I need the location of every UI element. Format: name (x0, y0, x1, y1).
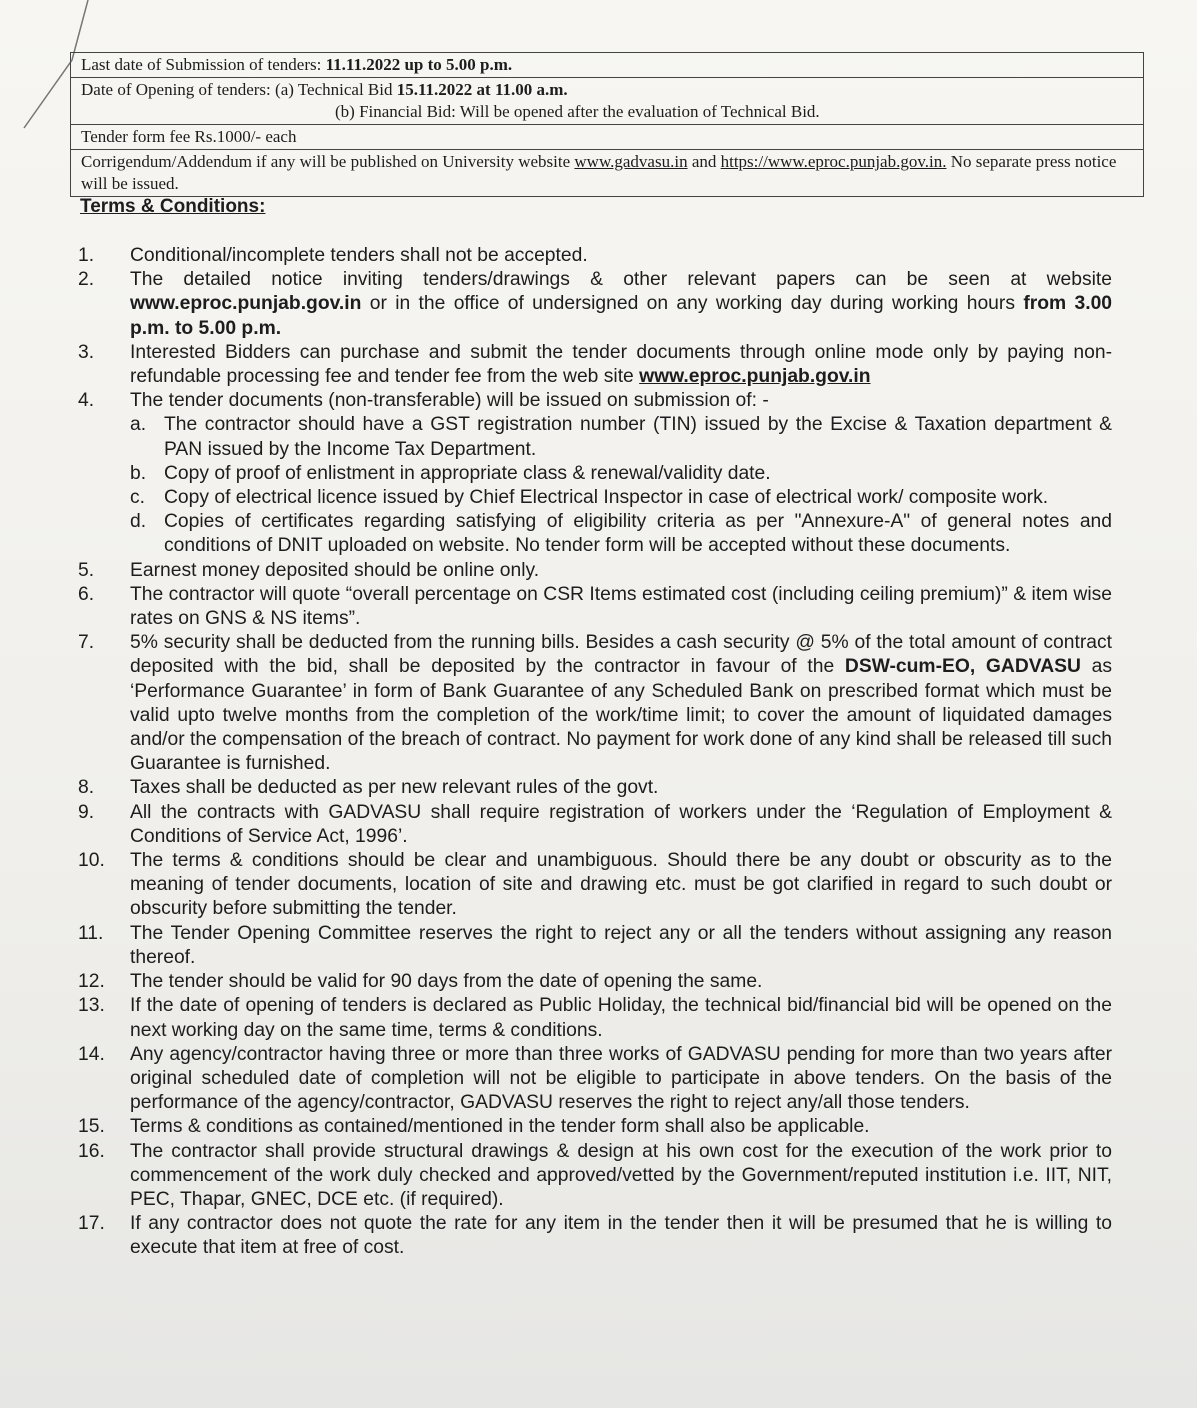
term-number: 2. (78, 269, 95, 291)
term-item-12 (72, 970, 1112, 994)
sub-letter: a. (130, 414, 147, 436)
sub-item-c (130, 486, 1112, 510)
term-item-11 (72, 922, 1112, 970)
term-number: 9. (78, 801, 95, 823)
term-text: The contractor shall provide structural drawings & design at his own cost for the execution of the work prior to commencement of the work duly checked and approved/vetted by the Government/reputed institution i.e. IIT, NIT, PEC, Thapar, GNEC, DCE etc. (if required). (130, 1140, 1112, 1210)
term-text: Conditional/incomplete tenders shall not be accepted. (130, 245, 588, 266)
term-item-15 (72, 1115, 1112, 1139)
corrigendum-row (71, 150, 1144, 197)
term-text (130, 341, 1112, 389)
term-item-8 (72, 776, 1112, 800)
term-number: 1. (78, 245, 95, 266)
eproc-link[interactable]: https://www.eproc.punjab.gov.in. (720, 152, 947, 171)
term-number: 14. (78, 1043, 105, 1065)
submission-date: 11.11.2022 (325, 55, 401, 74)
eproc-website-link[interactable]: www.eproc.punjab.gov.in (639, 366, 871, 388)
working-hours: from 3.00 p.m. to 5.00 p.m. (130, 293, 1113, 339)
sub-text: Copy of electrical licence issued by Chief Electrical Inspector in case of electrical work/ composite work. (164, 487, 1049, 509)
term-item-3 (72, 341, 1112, 389)
terms-list (72, 244, 1112, 1261)
technical-bid-label: (a) Technical Bid (275, 80, 393, 99)
term-text-part: as ‘Performance Guarantee’ in form of Bank Guarantee of any Scheduled Bank on prescribed format which must be valid upto twelve months from the completion of the work/time limit; to cover the amount of liquidated damages and/or the compensation of the breach of contract. No payment for work done of any kind shall be released till such Guarantee is furnished. (130, 656, 1112, 775)
term-item-6 (72, 583, 1112, 631)
sub-item-b (130, 462, 1112, 486)
term-text: If the date of opening of tenders is declared as Public Holiday, the technical bid/financial bid will be opened on the next working day on the same time, terms & conditions. (130, 995, 1112, 1041)
term-text-part: The detailed notice inviting tenders/drawings & other relevant papers can be seen at website (130, 269, 1112, 291)
eproc-website-link[interactable]: www.eproc.punjab.gov.in (130, 293, 362, 315)
term-item-7 (72, 631, 1112, 776)
term-item-14 (72, 1043, 1112, 1116)
term-number: 10. (78, 850, 105, 872)
term-number: 11. (78, 922, 104, 944)
term-text-part: or in the office of undersigned on any working day during working hours (369, 293, 1015, 315)
term-text: The tender should be valid for 90 days from the date of opening the same. (130, 971, 763, 993)
term-item-1 (72, 244, 1112, 268)
opening-label: Date of Opening of tenders: (81, 80, 271, 99)
corrigendum-and: and (691, 152, 717, 171)
gadvasu-link[interactable]: www.gadvasu.in (574, 152, 688, 171)
sub-item-d (130, 510, 1112, 558)
submission-row (71, 53, 1144, 78)
term-number: 7. (78, 632, 95, 654)
sub-item-a (130, 413, 1112, 461)
term-text-part: The tender documents (non-transferable) will be issued on submission of: - (130, 390, 769, 412)
term-number: 8. (78, 777, 95, 799)
financial-bid-text: (b) Financial Bid: Will be opened after the evaluation of Technical Bid. (335, 102, 820, 121)
sub-letter: c. (130, 487, 145, 509)
term-item-5 (72, 559, 1112, 583)
term-text: Any agency/contractor having three or more than three works of GADVASU pending for more than two years after original scheduled date of completion will not be eligible to participate in above tenders. On the basis of the performance of the agency/contractor, GADVASU reserves the right to reject any/all those tenders. (130, 1043, 1112, 1114)
term-number: 4. (78, 390, 95, 412)
opening-row (71, 78, 1144, 125)
term-text: The contractor will quote “overall percentage on CSR Items estimated cost (including ceiling premium)” & item wise rates on GNS & NS items”. (130, 583, 1112, 630)
sub-text: The contractor should have a GST registration number (TIN) issued by the Excise & Taxation department & PAN issued by the Income Tax Department. (164, 414, 1112, 460)
submission-time: up to 5.00 p.m. (404, 55, 513, 74)
term-item-10 (72, 849, 1112, 922)
term-text: Earnest money deposited should be online only. (130, 559, 540, 581)
term-number: 6. (78, 583, 95, 605)
term-text: The Tender Opening Committee reserves the right to reject any or all the tenders without assigning any reason thereof. (130, 922, 1112, 968)
term-item-13 (72, 994, 1112, 1042)
corrigendum-suffix: No separate press notice will be issued. (81, 152, 1117, 193)
term-number: 5. (78, 559, 95, 581)
term-text (130, 389, 1112, 558)
term-text (130, 268, 1112, 341)
term-number: 3. (78, 341, 95, 363)
term-item-16 (72, 1140, 1112, 1213)
sub-text: Copies of certificates regarding satisfying of eligibility criteria as per "Annexure-A" of general notes and conditions of DNIT uploaded on website. No tender form will be accepted without these documents. (164, 511, 1112, 557)
sub-letter: d. (130, 511, 147, 533)
technical-bid-date: 15.11.2022 at 11.00 a.m. (396, 80, 568, 99)
term-item-2 (72, 268, 1112, 341)
term-text-part: 5% security shall be deducted from the running bills. Besides a cash security @ 5% of the total amount of contract deposited with the bid, shall be deposited by the contractor in favour of the (130, 632, 1112, 678)
tender-fee: Tender form fee Rs.1000/- each (81, 127, 297, 146)
sub-letter: b. (130, 462, 147, 484)
term-text (130, 631, 1112, 776)
fee-row (71, 125, 1144, 150)
sub-text: Copy of proof of enlistment in appropriate class & renewal/validity date. (164, 462, 771, 484)
term-text: The terms & conditions should be clear and unambiguous. Should there be any doubt or obscurity as to the meaning of tender documents, location of site and drawing etc. must be got clarified in regard to such doubt or obscurity before submitting the tender. (130, 850, 1112, 920)
term-number: 12. (78, 971, 105, 993)
term-text: Terms & conditions as contained/mentioned in the tender form shall also be applicable. (130, 1116, 870, 1138)
dsw-eo-name: DSW-cum-EO, GADVASU (844, 656, 1081, 678)
term-text-part: Interested Bidders can purchase and submit the tender documents through online mode only by paying non-refundable processing fee and tender fee from the web site (130, 341, 1112, 388)
term-item-4 (72, 389, 1112, 558)
term-number: 15. (78, 1116, 105, 1138)
term-text: All the contracts with GADVASU shall require registration of workers under the ‘Regulation of Employment & Conditions of Service Act, 1996’. (130, 801, 1112, 847)
term-text: If any contractor does not quote the rate for any item in the tender then it will be presumed that he is willing to execute that item at free of cost. (130, 1213, 1112, 1259)
term-item-17 (72, 1212, 1112, 1260)
tender-info-table (70, 52, 1144, 197)
term-item-9 (72, 801, 1112, 849)
term-number: 13. (78, 995, 105, 1017)
term-number: 17. (78, 1213, 105, 1235)
term-text: Taxes shall be deducted as per new relevant rules of the govt. (130, 777, 659, 799)
term-number: 16. (78, 1140, 105, 1162)
terms-heading: Terms & Conditions: (80, 196, 266, 217)
submission-label: Last date of Submission of tenders: (81, 55, 322, 74)
corrigendum-text: Corrigendum/Addendum if any will be published on University website (81, 152, 571, 171)
